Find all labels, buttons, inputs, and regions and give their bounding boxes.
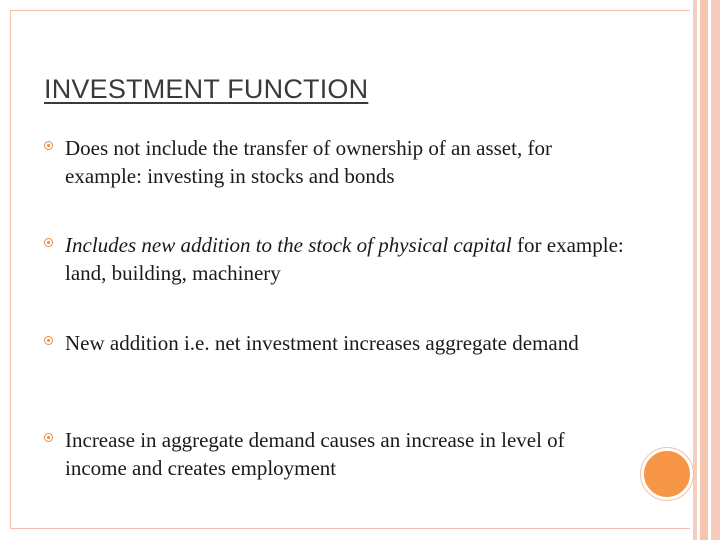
bullet-item [44,134,624,190]
circle-bullet-icon [44,336,53,345]
circle-bullet-icon [44,238,53,247]
bullet-text: New addition i.e. net investment increases aggregate demand [65,331,579,355]
circle-bullet-icon [44,141,53,150]
bullet-text: Does not include the transfer of ownership of an asset, for example: investing in stocks and bonds [65,136,552,188]
bullet-item [44,329,579,357]
bullet-text: Increase in aggregate demand causes an increase in level of income and creates employment [65,428,565,480]
slide-title: INVESTMENT FUNCTION [44,74,369,104]
stripe [700,0,708,540]
stripe [711,0,720,540]
bullet-italic-text: Includes new addition to the stock of physical capital [65,233,512,257]
circle-bullet-icon [44,433,53,442]
orange-circle-icon [641,448,693,500]
bullet-item [44,426,624,482]
bullet-text: for example: land, building, machinery [65,233,624,285]
bullet-item [44,231,624,287]
right-edge-stripes [690,0,720,540]
